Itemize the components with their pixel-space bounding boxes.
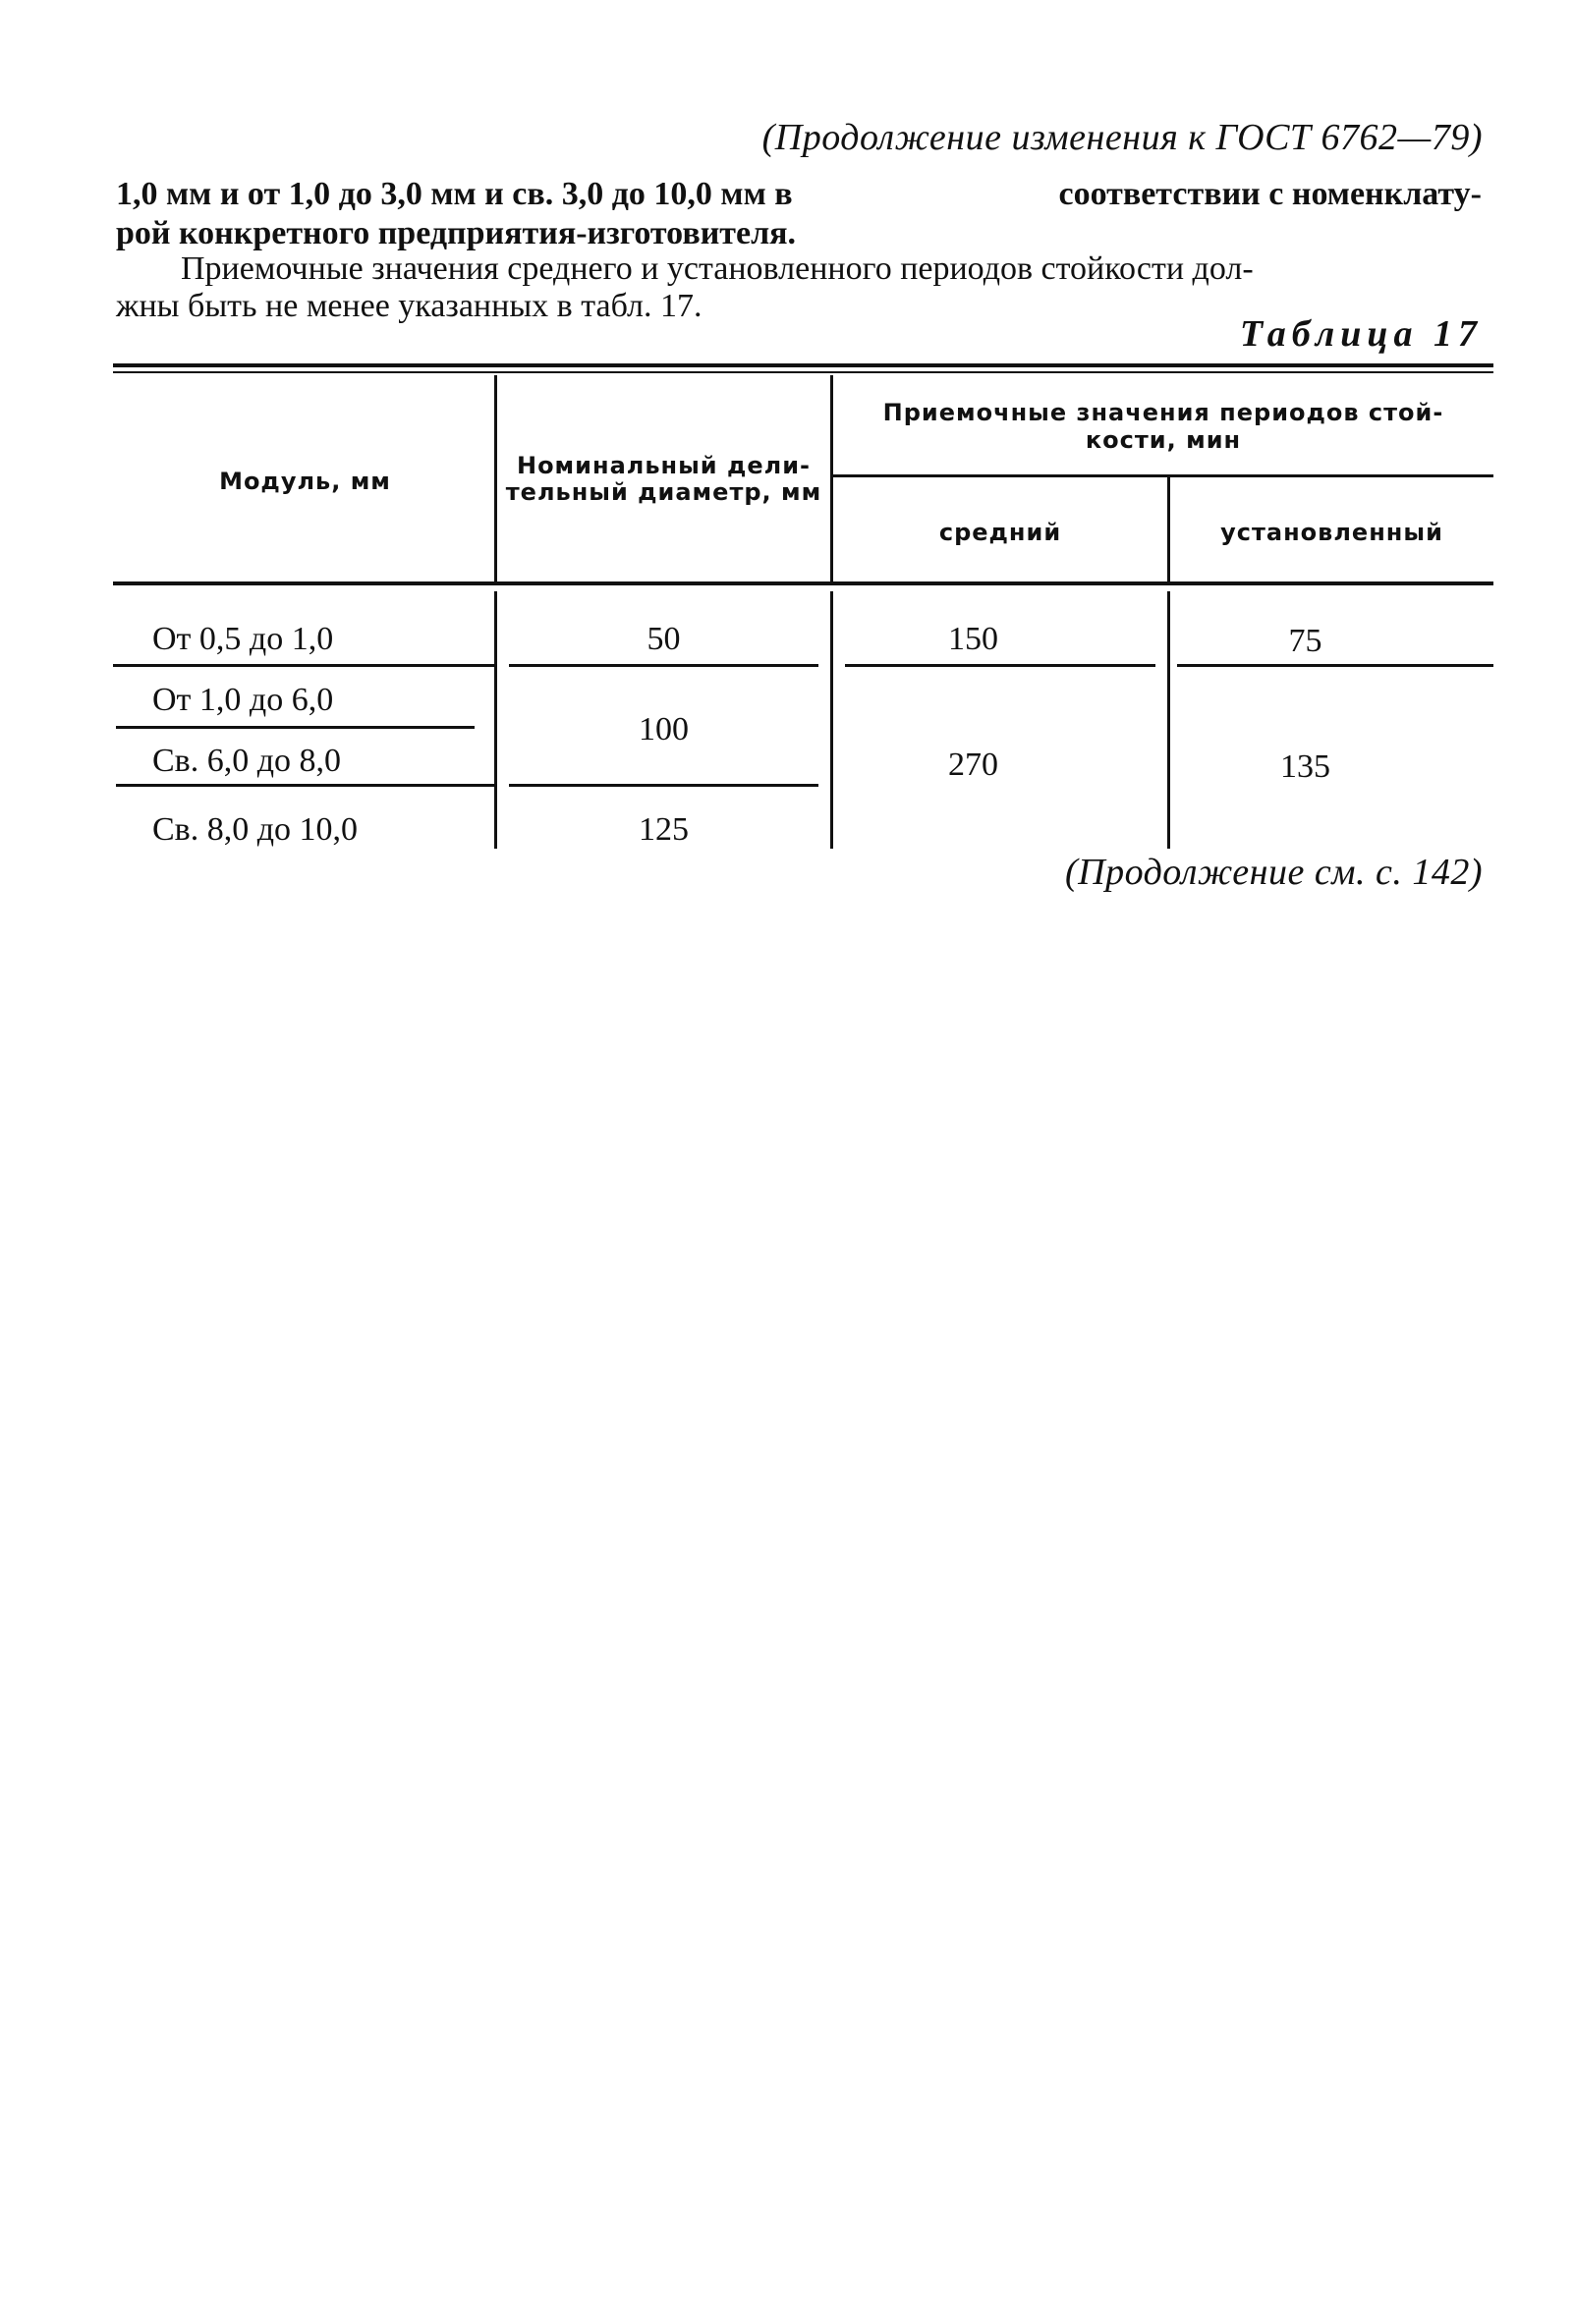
- body-line-4: жны быть не менее указанных в табл. 17.: [116, 288, 703, 324]
- header-module: Модуль, мм: [219, 468, 391, 495]
- periods-subheader-rule: [833, 474, 1493, 477]
- row-1-established: 75: [1288, 623, 1322, 659]
- body-line-1: [116, 175, 1482, 214]
- row-1-rule-established: [1177, 664, 1493, 667]
- table-caption: Таблица 17: [1239, 313, 1483, 355]
- row-2-4-established: 135: [1280, 748, 1330, 785]
- body-line-2: рой конкретного предприятия-изготовителя.: [116, 215, 797, 251]
- header-periods-line-1: Приемочные значения периодов стой-: [882, 399, 1444, 426]
- row-2-module: От 1,0 до 6,0: [152, 682, 334, 718]
- continuation-header: (Продолжение изменения к ГОСТ 6762—79): [761, 117, 1483, 158]
- row-2-rule-module: [116, 726, 475, 729]
- row-2-4-average: 270: [948, 747, 998, 783]
- row-4-module: Св. 8,0 до 10,0: [152, 811, 359, 848]
- row-3-rule-diameter: [509, 784, 818, 787]
- row-4-diameter: 125: [639, 811, 689, 848]
- body-line-1-left: 1,0 мм и от 1,0 до 3,0 мм и св. 3,0 до 10,0 мм в: [116, 176, 793, 212]
- header-bottom-rule: [113, 581, 1493, 585]
- header-diameter-line-2: тельный диаметр, мм: [505, 478, 822, 506]
- header-established: установленный: [1220, 519, 1443, 546]
- table-top-rule-thin: [113, 371, 1493, 373]
- header-periods-line-2: кости, мин: [1085, 426, 1242, 454]
- row-1-rule-module: [113, 664, 494, 667]
- row-3-module: Св. 6,0 до 8,0: [152, 743, 342, 779]
- body-line-1-right: соответствии с номенклату-: [1058, 176, 1482, 212]
- row-2-3-diameter: 100: [639, 711, 689, 747]
- row-1-rule-diameter: [509, 664, 818, 667]
- header-diameter-line-1: Номинальный дели-: [516, 452, 811, 479]
- row-1-average: 150: [948, 621, 998, 657]
- row-1-diameter: 50: [646, 621, 681, 657]
- row-1-rule-average: [845, 664, 1155, 667]
- continuation-footer: (Продолжение см. с. 142): [1064, 852, 1483, 893]
- body-line-3: Приемочные значения среднего и установленного периодов стойкости дол-: [181, 250, 1254, 287]
- row-1-module: От 0,5 до 1,0: [152, 621, 334, 657]
- table-top-rule: [113, 363, 1493, 367]
- header-average: средний: [938, 519, 1062, 546]
- row-3-rule-module: [116, 784, 494, 787]
